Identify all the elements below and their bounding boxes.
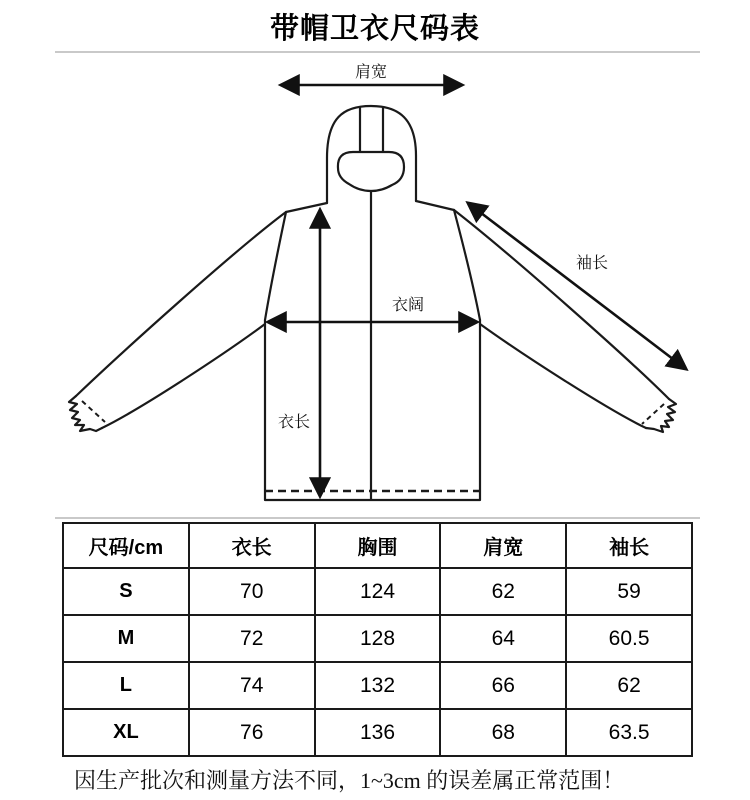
sleeve-length-label: 袖长 <box>575 255 609 272</box>
left-sleeve-outer <box>76 212 286 396</box>
header-shoulder: 肩宽 <box>440 523 566 568</box>
size-table-header-row <box>63 523 692 568</box>
garment-width-measure <box>268 296 477 322</box>
left-cuff-seam <box>82 401 105 422</box>
hood-outline <box>327 106 416 203</box>
size-label: XL <box>63 709 189 756</box>
sleeve-value: 62 <box>566 662 692 709</box>
size-label: L <box>63 662 189 709</box>
sleeve-value: 60.5 <box>566 615 692 662</box>
table-row-s <box>63 568 692 615</box>
size-label: S <box>63 568 189 615</box>
garment-length-value: 72 <box>189 615 315 662</box>
right-sleeve-inner <box>480 324 646 428</box>
face-opening <box>338 152 404 191</box>
table-row-m <box>63 615 692 662</box>
sleeve-length-arrow <box>468 203 686 369</box>
header-garment-length: 衣长 <box>189 523 315 568</box>
table-row-l <box>63 662 692 709</box>
garment-length-value: 76 <box>189 709 315 756</box>
sleeve-value: 63.5 <box>566 709 692 756</box>
size-label: M <box>63 615 189 662</box>
header-sleeve: 袖长 <box>566 523 692 568</box>
bottom-divider <box>55 517 700 519</box>
right-shoulder-seam <box>416 201 454 210</box>
garment-length-label: 衣长 <box>277 414 311 431</box>
right-cuff-zigzag <box>646 399 676 432</box>
garment-length-value: 74 <box>189 662 315 709</box>
table-row-xl <box>63 709 692 756</box>
chest-value: 124 <box>315 568 441 615</box>
tolerance-note: 因生产批次和测量方法不同，1~3cm 的误差属正常范围！ <box>74 768 625 793</box>
shoulder-value: 68 <box>440 709 566 756</box>
header-chest: 胸围 <box>315 523 441 568</box>
shoulder-width-measure <box>281 63 462 85</box>
left-sleeve-inner <box>102 324 265 428</box>
header-size: 尺码/cm <box>63 523 189 568</box>
size-table <box>62 522 693 757</box>
right-sleeve-outer <box>454 210 669 399</box>
page-title: 带帽卫衣尺码表 <box>269 13 480 45</box>
body-outline <box>265 320 480 500</box>
chest-value: 136 <box>315 709 441 756</box>
right-cuff-seam <box>642 404 664 424</box>
garment-length-measure <box>278 210 320 496</box>
hoodie-outline <box>69 106 676 500</box>
sleeve-value: 59 <box>566 568 692 615</box>
shoulder-value: 66 <box>440 662 566 709</box>
shoulder-value: 64 <box>440 615 566 662</box>
shoulder-width-label: 肩宽 <box>354 64 388 81</box>
shoulder-value: 62 <box>440 568 566 615</box>
sleeve-length-measure <box>468 203 686 369</box>
chest-value: 132 <box>315 662 441 709</box>
chest-value: 128 <box>315 615 441 662</box>
garment-length-value: 70 <box>189 568 315 615</box>
garment-width-label: 衣阔 <box>391 297 425 314</box>
left-armhole-seam <box>265 212 286 320</box>
